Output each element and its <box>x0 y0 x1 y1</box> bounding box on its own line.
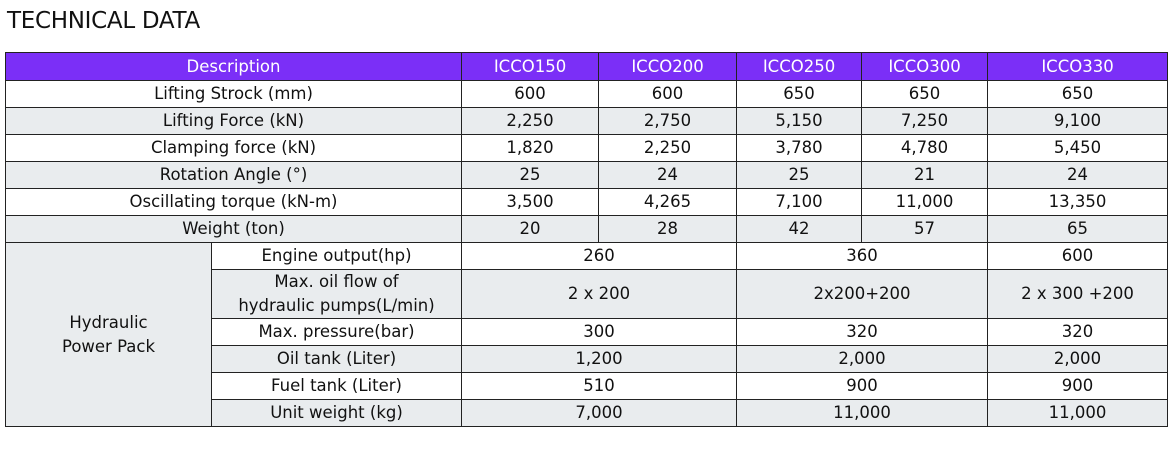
cell-value: 7,000 <box>462 400 737 427</box>
cell-value: 3,500 <box>462 189 599 216</box>
table-row <box>6 81 1168 108</box>
cell-value: 900 <box>988 373 1168 400</box>
header-description: Description <box>6 53 462 81</box>
row-label: Weight (ton) <box>6 216 462 243</box>
cell-value: 600 <box>988 243 1168 270</box>
cell-value: 7,250 <box>862 108 988 135</box>
cell-value: 4,265 <box>599 189 737 216</box>
table-row <box>6 243 1168 270</box>
header-model: ICCO150 <box>462 53 599 81</box>
cell-value: 5,150 <box>737 108 862 135</box>
cell-value: 3,780 <box>737 135 862 162</box>
cell-value: 260 <box>462 243 737 270</box>
cell-value: 360 <box>737 243 988 270</box>
table-row <box>6 108 1168 135</box>
cell-value: 2,750 <box>599 108 737 135</box>
page-title: TECHNICAL DATA <box>7 8 200 34</box>
header-row <box>6 53 1168 81</box>
cell-value: 9,100 <box>988 108 1168 135</box>
cell-value: 24 <box>599 162 737 189</box>
technical-data-table <box>5 52 1168 427</box>
cell-value: 13,350 <box>988 189 1168 216</box>
cell-value: 11,000 <box>737 400 988 427</box>
cell-value: 650 <box>862 81 988 108</box>
row-label: Clamping force (kN) <box>6 135 462 162</box>
table-row <box>6 189 1168 216</box>
row-label: Unit weight (kg) <box>212 400 462 427</box>
cell-value: 11,000 <box>862 189 988 216</box>
cell-value: 57 <box>862 216 988 243</box>
cell-value: 4,780 <box>862 135 988 162</box>
row-label: Fuel tank (Liter) <box>212 373 462 400</box>
cell-value: 28 <box>599 216 737 243</box>
cell-value: 7,100 <box>737 189 862 216</box>
cell-value: 2 x 200 <box>462 270 737 319</box>
cell-value: 25 <box>737 162 862 189</box>
group-label-line: Power Pack <box>61 336 156 356</box>
cell-value: 21 <box>862 162 988 189</box>
cell-value: 20 <box>462 216 599 243</box>
cell-value: 24 <box>988 162 1168 189</box>
group-label-line: Hydraulic <box>69 312 148 332</box>
hydraulic-power-pack-group <box>6 243 212 427</box>
row-label: Lifting Force (kN) <box>6 108 462 135</box>
row-label-line: Max. oil flow of <box>274 272 399 291</box>
row-label: Lifting Strock (mm) <box>6 81 462 108</box>
row-label: Rotation Angle (°) <box>6 162 462 189</box>
cell-value: 320 <box>988 319 1168 346</box>
table-row <box>6 162 1168 189</box>
cell-value: 600 <box>599 81 737 108</box>
header-model: ICCO330 <box>988 53 1168 81</box>
cell-value: 2,250 <box>599 135 737 162</box>
cell-value: 5,450 <box>988 135 1168 162</box>
header-model: ICCO200 <box>599 53 737 81</box>
cell-value: 11,000 <box>988 400 1168 427</box>
table-row <box>6 216 1168 243</box>
cell-value: 650 <box>988 81 1168 108</box>
cell-value: 600 <box>462 81 599 108</box>
cell-value: 1,820 <box>462 135 599 162</box>
header-model: ICCO300 <box>862 53 988 81</box>
cell-value: 2x200+200 <box>737 270 988 319</box>
cell-value: 2,000 <box>988 346 1168 373</box>
row-label: Engine output(hp) <box>212 243 462 270</box>
row-label: Max. pressure(bar) <box>212 319 462 346</box>
table-row <box>6 135 1168 162</box>
cell-value: 2 x 300 +200 <box>988 270 1168 319</box>
cell-value: 25 <box>462 162 599 189</box>
cell-value: 2,000 <box>737 346 988 373</box>
cell-value: 510 <box>462 373 737 400</box>
cell-value: 42 <box>737 216 862 243</box>
cell-value: 65 <box>988 216 1168 243</box>
cell-value: 320 <box>737 319 988 346</box>
row-label: Oscillating torque (kN-m) <box>6 189 462 216</box>
header-model: ICCO250 <box>737 53 862 81</box>
row-label-line: hydraulic pumps(L/min) <box>238 296 435 315</box>
cell-value: 1,200 <box>462 346 737 373</box>
cell-value: 2,250 <box>462 108 599 135</box>
cell-value: 900 <box>737 373 988 400</box>
cell-value: 300 <box>462 319 737 346</box>
row-label <box>212 270 462 319</box>
row-label: Oil tank (Liter) <box>212 346 462 373</box>
cell-value: 650 <box>737 81 862 108</box>
